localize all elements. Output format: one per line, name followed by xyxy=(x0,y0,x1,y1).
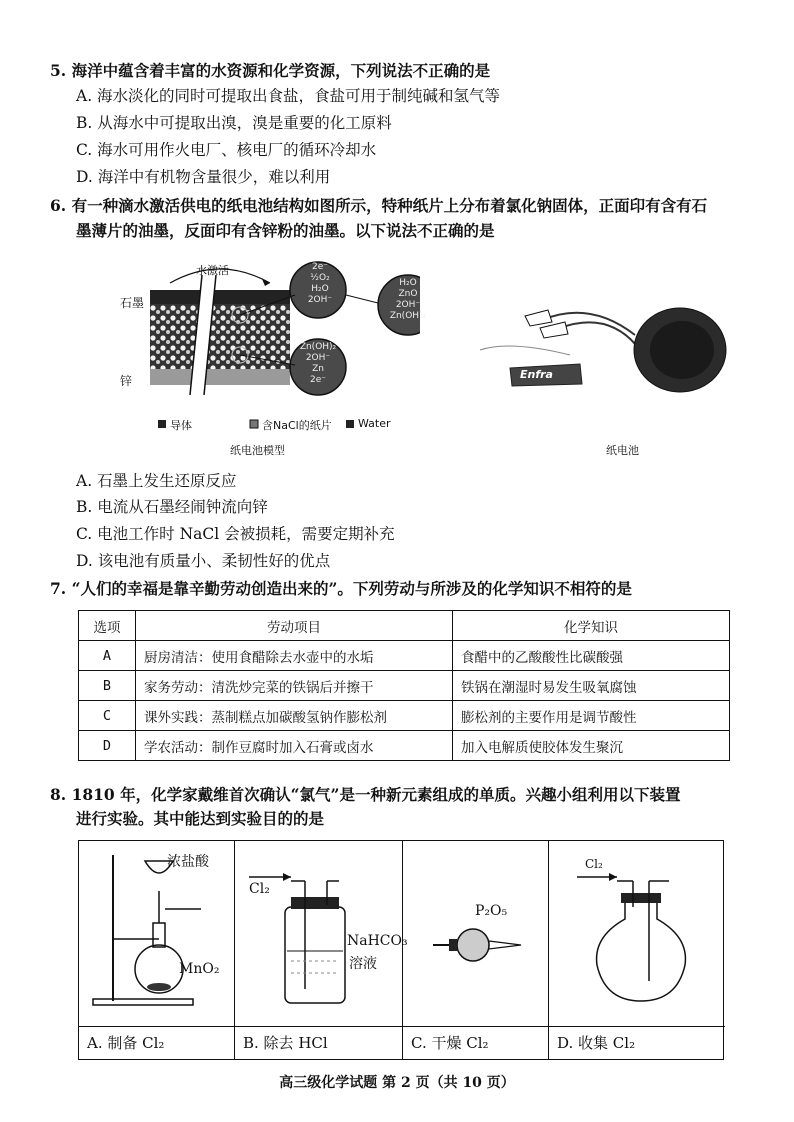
table-header: 化学知识 xyxy=(453,611,730,641)
label-cl2-d: Cl₂ xyxy=(585,857,603,871)
apparatus-c xyxy=(403,841,549,1059)
q8-apparatus-panel xyxy=(78,840,724,1060)
q6-option-d: D. 该电池有质量小、柔韧性好的优点 xyxy=(76,552,331,570)
graphite-layer xyxy=(150,290,290,304)
label-p2o5: P₂O₅ xyxy=(475,903,508,919)
table-header-row xyxy=(79,611,730,641)
bubble1-text: 2e⁻ ½O₂ H₂O 2OH⁻ xyxy=(307,262,333,305)
legend-nacl-paper: 含NaCl的纸片 xyxy=(262,419,332,432)
bubble3-text: Zn(OH)₂ 2OH⁻ Zn 2e⁻ xyxy=(299,342,337,385)
table-row xyxy=(79,641,730,671)
caption-b: B. 除去 HCl xyxy=(235,1026,402,1059)
caption-c: C. 干燥 Cl₂ xyxy=(403,1026,548,1059)
legend-water: Water xyxy=(358,417,391,430)
q5-option-c: C. 海水可用作火电厂、核电厂的循环冷却水 xyxy=(76,141,377,159)
label-cl2-b: Cl₂ xyxy=(249,881,270,897)
q6-option-a: A. 石墨上发生还原反应 xyxy=(76,472,237,490)
table-cell: 铁锅在潮湿时易发生吸氧腐蚀 xyxy=(453,671,730,701)
q6-stem-line1: 6. 有一种滴水激活供电的纸电池结构如图所示，特种纸片上分布着氯化钠固体，正面印有含有石 xyxy=(50,196,708,215)
zinc-layer xyxy=(150,369,290,385)
label-solution: 溶液 xyxy=(349,956,377,972)
table-cell: 食醋中的乙酸酸性比碳酸强 xyxy=(453,641,730,671)
caption-paper-battery: 纸电池 xyxy=(606,444,639,457)
table-cell: C xyxy=(79,701,136,731)
caption-paper-battery-model: 纸电池模型 xyxy=(230,444,285,457)
table-cell: 学农活动：制作豆腐时加入石膏或卤水 xyxy=(136,731,453,761)
table-cell: 家务劳动：清洗炒完菜的铁锅后并擦干 xyxy=(136,671,453,701)
q5-option-b: B. 从海水中可提取出溴，溴是重要的化工原料 xyxy=(76,114,392,132)
table-row xyxy=(79,671,730,701)
table-row xyxy=(79,731,730,761)
label-water-activated: 水激活 xyxy=(196,264,229,277)
caption-a: A. 制备 Cl₂ xyxy=(79,1026,234,1059)
table-cell: 加入电解质使胶体发生聚沉 xyxy=(453,731,730,761)
battery-brand-label: Enfra xyxy=(520,368,553,381)
apparatus-b xyxy=(235,841,408,1059)
label-mno2: MnO₂ xyxy=(179,961,220,977)
table-cell: B xyxy=(79,671,136,701)
q6-option-c: C. 电池工作时 NaCl 会被损耗，需要定期补充 xyxy=(76,525,395,543)
page-footer: 高三级化学试题 第 2 页（共 10 页） xyxy=(279,1075,515,1091)
table-header: 劳动项目 xyxy=(136,611,453,641)
q6-stem-line2: 墨薄片的油墨，反面印有含锌粉的油墨。以下说法不正确的是 xyxy=(76,221,495,240)
label-zinc: 锌 xyxy=(120,374,133,388)
table-row xyxy=(79,701,730,731)
q8-stem-line1: 8. 1810 年，化学家戴维首次确认“氯气”是一种新元素组成的单质。兴趣小组利用以下装置 xyxy=(50,785,681,804)
table-cell: D xyxy=(79,731,136,761)
label-graphite: 石墨 xyxy=(120,296,145,310)
table-cell: 课外实践：蒸制糕点加碳酸氢钠作膨松剂 xyxy=(136,701,453,731)
q5-option-d: D. 海洋中有机物含量很少，难以利用 xyxy=(76,168,331,186)
q6-option-b: B. 电流从石墨经闹钟流向锌 xyxy=(76,498,268,516)
nacl-paper-layer xyxy=(150,304,290,369)
q8-stem-line2: 进行实验。其中能达到实验目的的是 xyxy=(76,809,325,828)
table-cell: 厨房清洁：使用食醋除去水壶中的水垢 xyxy=(136,641,453,671)
bubble2-text: H₂O ZnO 2OH⁻ Zn(OH)₂ xyxy=(389,278,427,321)
apparatus-d xyxy=(549,841,725,1059)
legend-conductor: 导体 xyxy=(170,419,192,432)
paper-battery-photo xyxy=(470,280,730,410)
table-header: 选项 xyxy=(79,611,136,641)
apparatus-a xyxy=(79,841,235,1059)
q5-option-a: A. 海水淡化的同时可提取出食盐，食盐可用于制纯碱和氢气等 xyxy=(76,87,501,105)
label-conc-hcl: 浓盐酸 xyxy=(167,854,209,870)
table-cell: A xyxy=(79,641,136,671)
table-cell: 膨松剂的主要作用是调节酸性 xyxy=(453,701,730,731)
q5-stem: 5. 海洋中蕴含着丰富的水资源和化学资源，下列说法不正确的是 xyxy=(50,61,491,80)
q7-stem: 7. “人们的幸福是靠辛勤劳动创造出来的”。下列劳动与所涉及的化学知识不相符的是 xyxy=(50,579,632,598)
caption-d: D. 收集 Cl₂ xyxy=(549,1026,725,1059)
label-nahco3: NaHCO₃ xyxy=(347,933,408,949)
q7-table xyxy=(78,610,730,761)
